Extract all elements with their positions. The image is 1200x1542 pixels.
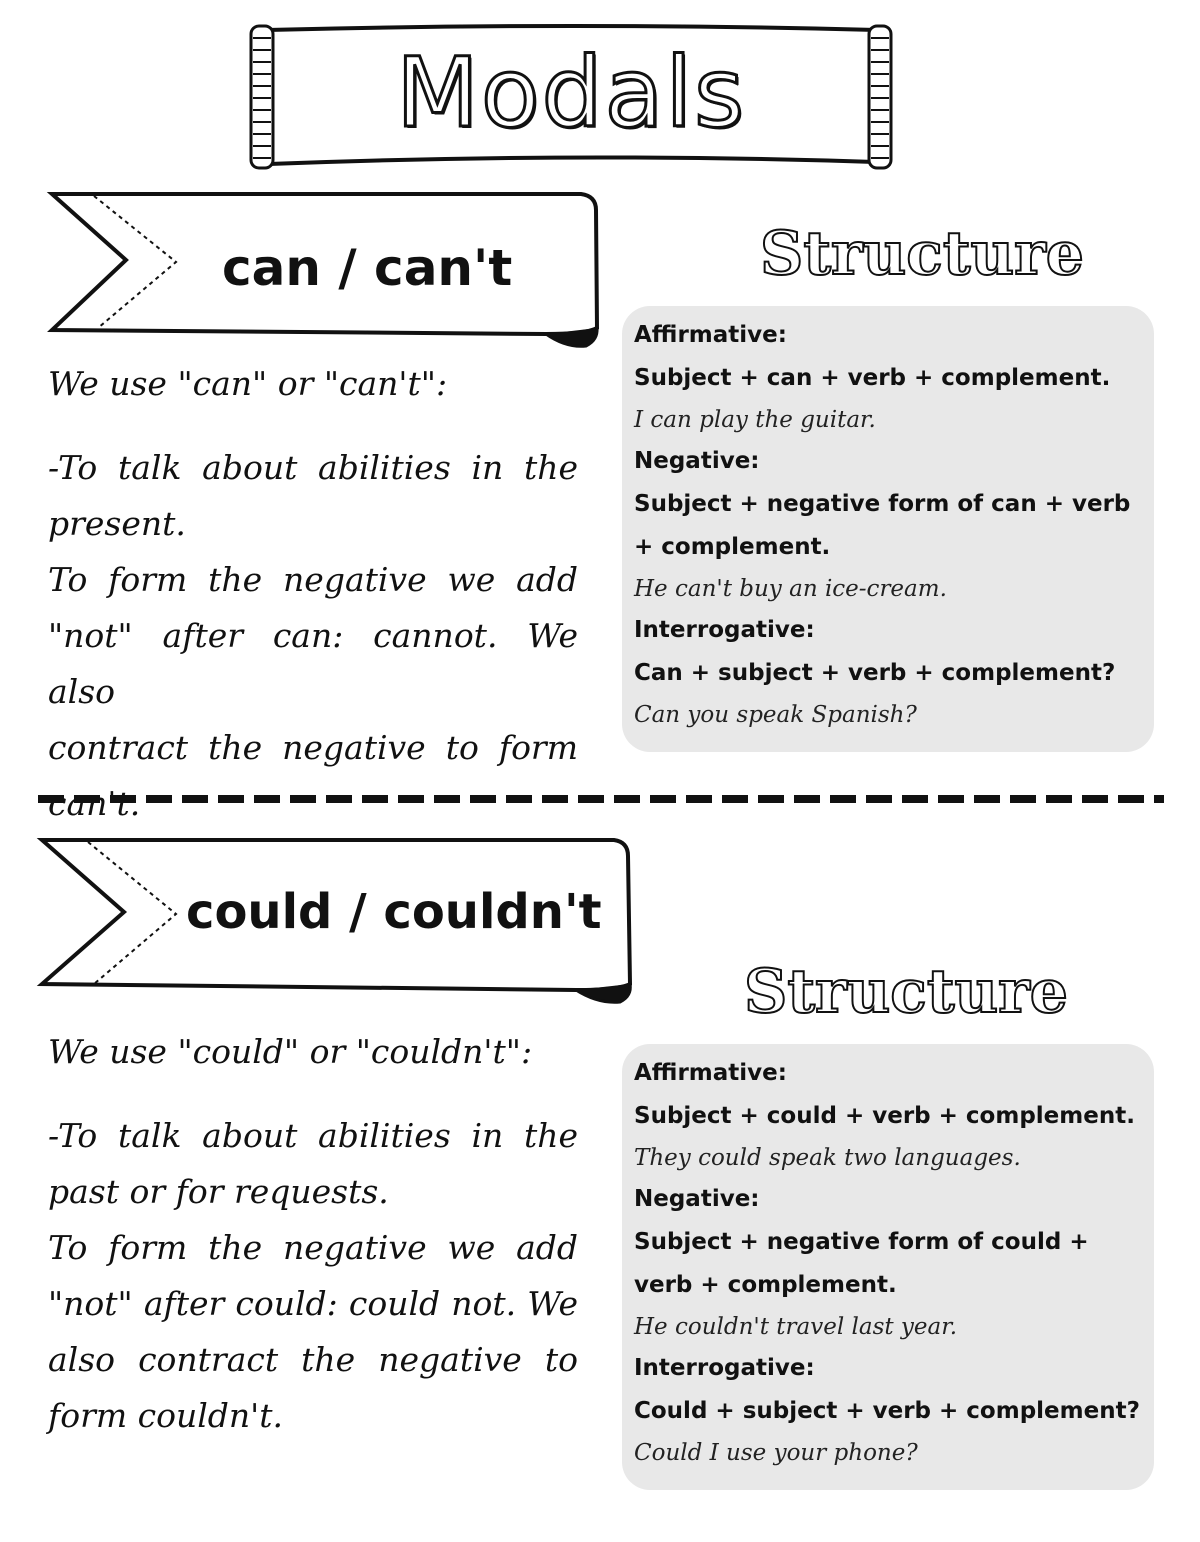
interrogative-label: Interrogative: [634,617,815,643]
negative-label: Negative: [634,448,760,474]
explanation-line: present. [48,504,186,543]
explanation-line: To form the negative we add [48,1228,578,1267]
interrogative-label: Interrogative: [634,1355,815,1381]
interrogative-form: Can + subject + verb + complement? [634,660,1116,686]
explanation-text [48,1024,578,1444]
negative-form: Subject + negative form of could + verb + complement. [634,1229,1089,1298]
explanation-line: contract the negative to form [48,728,578,767]
explanation-line: To form the negative we add [48,560,578,599]
page-title: Modals [395,37,746,149]
interrogative-example: Could I use your phone? [634,1440,918,1466]
section-title: can / can't [222,239,513,297]
explanation-line: -To talk about abilities in the [48,1116,578,1155]
negative-example: He couldn't travel last year. [634,1314,958,1340]
structure-box [622,1044,1154,1490]
explanation-intro: We use "can" or "can't": [48,364,448,403]
affirmative-label: Affirmative: [634,322,787,348]
explanation-line: "not" after could: could not. We [48,1284,578,1323]
structure-heading: Structure [760,219,1084,289]
explanation-line: form couldn't. [48,1396,283,1435]
affirmative-form: Subject + could + verb + complement. [634,1103,1135,1129]
negative-form: Subject + negative form of can + verb + complement. [634,491,1131,560]
negative-example: He can't buy an ice-cream. [634,576,947,602]
interrogative-form: Could + subject + verb + complement? [634,1398,1140,1424]
affirmative-example: They could speak two languages. [634,1145,1021,1171]
affirmative-example: I can play the guitar. [634,407,876,433]
interrogative-example: Can you speak Spanish? [634,702,917,728]
explanation-line: past or for requests. [48,1172,389,1211]
explanation-line: can't. [48,784,141,823]
explanation-line: also contract the negative to [48,1340,578,1379]
section-divider [38,794,1164,804]
structure-box [622,306,1154,752]
explanation-line: "not" after can: cannot. We also [48,616,578,711]
affirmative-form: Subject + can + verb + complement. [634,365,1111,391]
explanation-line: -To talk about abilities in the [48,448,578,487]
structure-heading: Structure [744,957,1068,1027]
negative-label: Negative: [634,1186,760,1212]
section-title: could / couldn't [186,884,602,940]
explanation-intro: We use "could" or "couldn't": [48,1032,533,1071]
affirmative-label: Affirmative: [634,1060,787,1086]
explanation-text [48,356,578,832]
